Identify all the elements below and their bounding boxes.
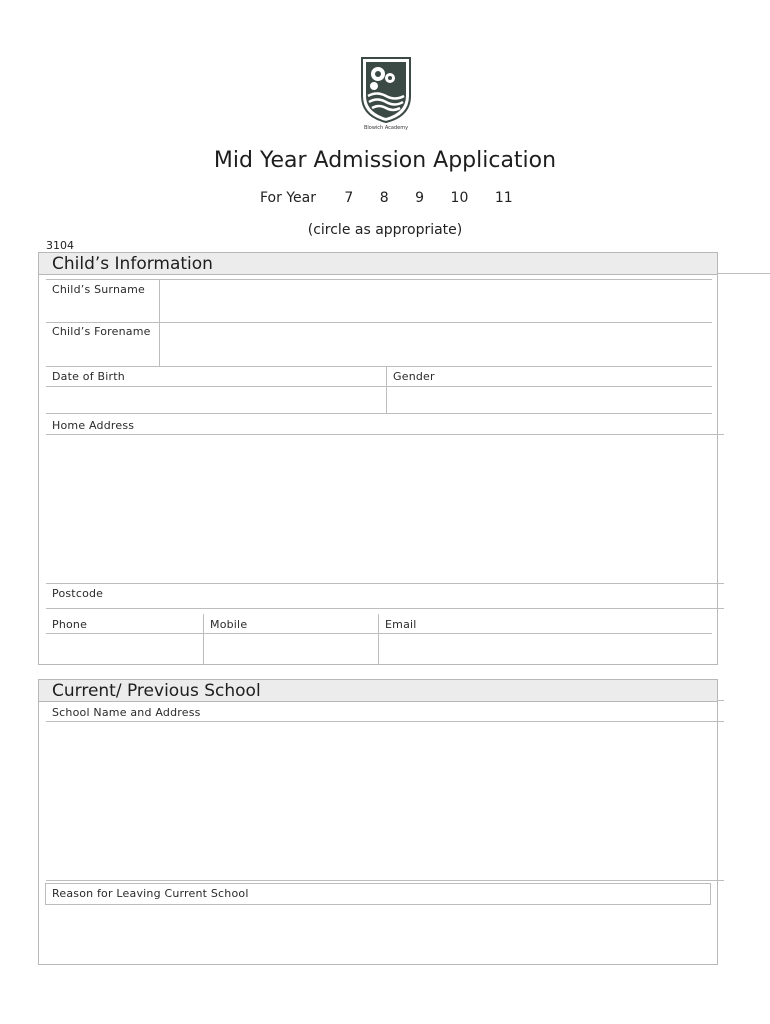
- divider: [46, 279, 712, 280]
- year-selector: [260, 190, 535, 206]
- phone-field[interactable]: [47, 635, 201, 663]
- divider: [46, 366, 712, 367]
- school-name-line1: Blowich Academy: [363, 125, 409, 131]
- email-label: Email: [385, 618, 417, 631]
- email-field[interactable]: [380, 635, 710, 663]
- school-name: [355, 125, 417, 131]
- reference-number: 3104: [46, 239, 74, 252]
- reason-for-leaving-label: Reason for Leaving Current School: [52, 887, 249, 900]
- mobile-label: Mobile: [210, 618, 248, 631]
- divider: [203, 614, 204, 664]
- reason-for-leaving-box[interactable]: [45, 883, 711, 905]
- divider: [718, 273, 770, 274]
- year-option-7[interactable]: 7: [344, 190, 354, 206]
- forename-field[interactable]: [160, 323, 710, 365]
- mobile-field[interactable]: [205, 635, 376, 663]
- school-name-address-field[interactable]: [47, 723, 711, 878]
- current-previous-school-heading: Current/ Previous School: [39, 680, 717, 702]
- circle-note: (circle as appropriate): [307, 222, 463, 238]
- year-option-11[interactable]: 11: [494, 190, 513, 206]
- dob-label: Date of Birth: [52, 370, 125, 383]
- postcode-field[interactable]: [160, 585, 710, 607]
- year-option-9[interactable]: 9: [415, 190, 425, 206]
- reason-for-leaving-field[interactable]: [47, 908, 711, 960]
- home-address-field[interactable]: [47, 436, 711, 582]
- childs-information-heading: Child’s Information: [39, 253, 717, 275]
- page-title: Mid Year Admission Application: [213, 148, 557, 173]
- gender-label: Gender: [393, 370, 435, 383]
- school-name-address-label: School Name and Address: [52, 706, 201, 719]
- divider: [46, 434, 724, 435]
- divider: [378, 614, 379, 664]
- gender-field[interactable]: [388, 387, 710, 413]
- surname-field[interactable]: [160, 280, 710, 322]
- forename-label: Child’s Forename: [52, 325, 151, 338]
- divider: [46, 583, 724, 584]
- year-option-8[interactable]: 8: [379, 190, 389, 206]
- school-crest-logo: [360, 56, 412, 124]
- for-year-label: For Year: [260, 190, 316, 206]
- divider: [46, 721, 724, 722]
- surname-label: Child’s Surname: [52, 283, 145, 296]
- address-label: Home Address: [52, 419, 135, 432]
- postcode-label: Postcode: [52, 587, 104, 600]
- divider: [46, 608, 724, 609]
- year-option-10[interactable]: 10: [450, 190, 469, 206]
- divider: [46, 413, 712, 414]
- divider: [46, 880, 724, 881]
- divider: [386, 366, 387, 414]
- divider: [718, 700, 724, 701]
- phone-label: Phone: [52, 618, 88, 631]
- dob-field[interactable]: [47, 387, 385, 413]
- divider: [46, 633, 712, 634]
